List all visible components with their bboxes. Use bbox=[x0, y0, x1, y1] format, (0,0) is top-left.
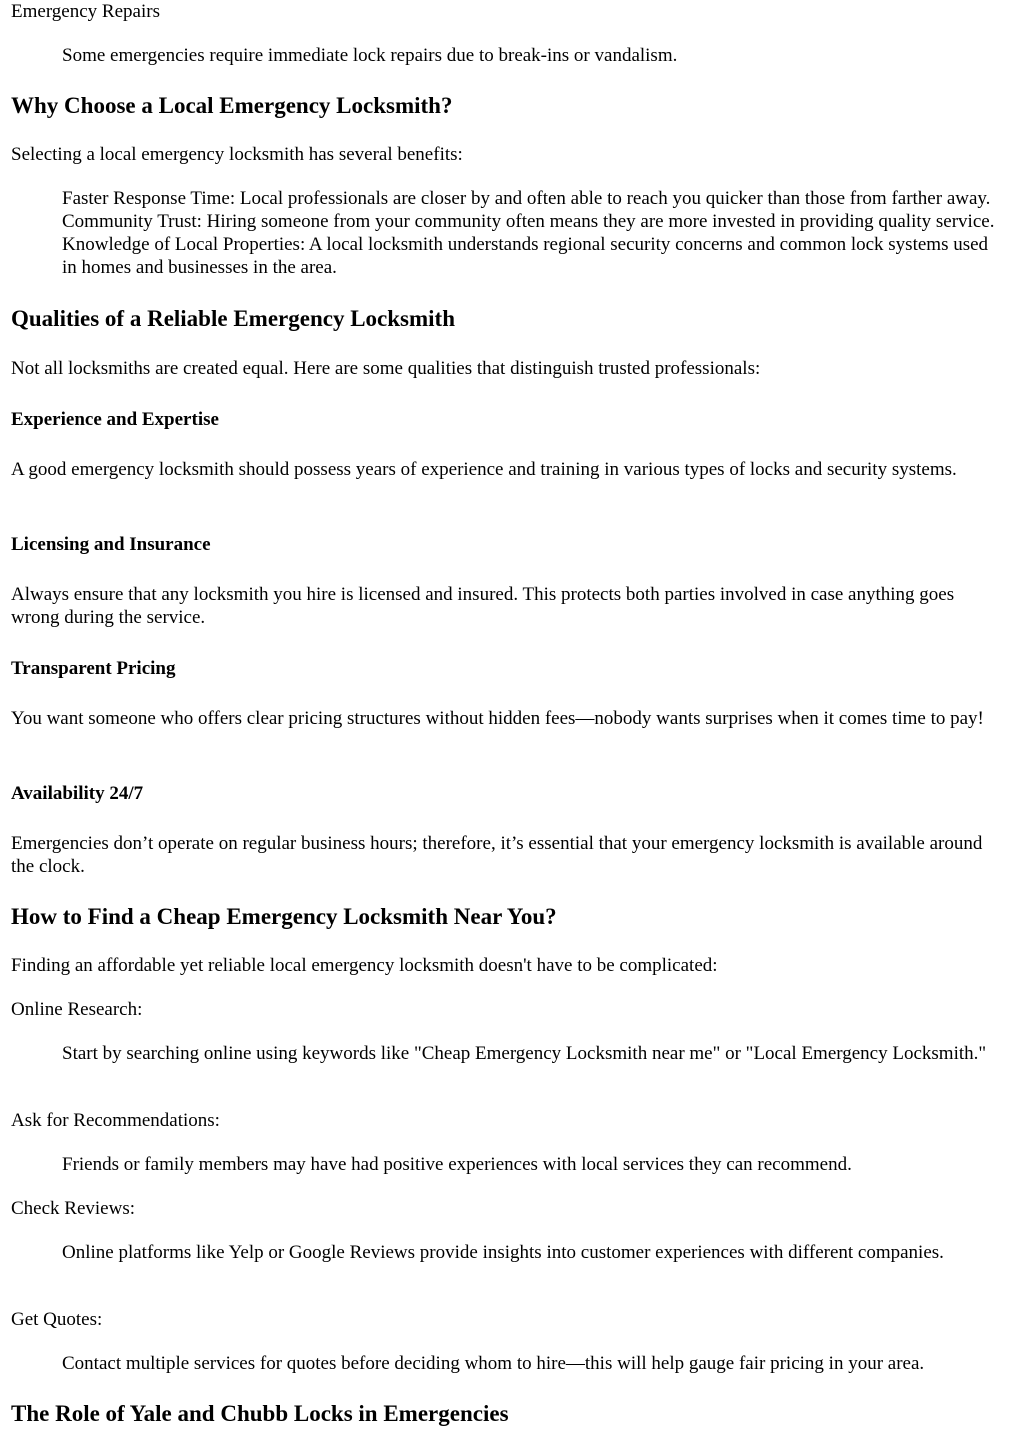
paragraph-qualities-intro: Not all locksmiths are created equal. Here are some qualities that distinguish trusted professionals: bbox=[11, 358, 761, 379]
term-emergency-repairs: Emergency Repairs bbox=[11, 1, 160, 22]
heading-find: How to Find a Cheap Emergency Locksmith Near You? bbox=[11, 904, 557, 929]
paragraph-availability: Emergencies don’t operate on regular business hours; therefore, it’s essential that your emergency locksmith is available around the clock. bbox=[11, 833, 983, 877]
paragraph-find-intro: Finding an affordable yet reliable local emergency locksmith doesn't have to be complicated: bbox=[11, 955, 718, 976]
definition-online-research: Start by searching online using keywords like "Cheap Emergency Locksmith near me" or "Local Emergency Locksmith." bbox=[62, 1043, 987, 1064]
paragraph-pricing: You want someone who offers clear pricing structures without hidden fees—nobody wants surprises when it comes time to pay! bbox=[11, 708, 984, 729]
subheading-experience: Experience and Expertise bbox=[11, 409, 219, 430]
definition-get-quotes: Contact multiple services for quotes before deciding whom to hire—this will help gauge fair pricing in your area. bbox=[62, 1353, 925, 1374]
subheading-pricing: Transparent Pricing bbox=[11, 658, 176, 679]
heading-qualities: Qualities of a Reliable Emergency Locksmith bbox=[11, 306, 455, 331]
definition-recommendations: Friends or family members may have had positive experiences with local services they can recommend. bbox=[62, 1154, 852, 1175]
term-get-quotes: Get Quotes: bbox=[11, 1309, 103, 1330]
heading-yale-chubb: The Role of Yale and Chubb Locks in Emergencies bbox=[11, 1401, 509, 1426]
paragraph-why-intro: Selecting a local emergency locksmith has several benefits: bbox=[11, 144, 463, 165]
subheading-licensing: Licensing and Insurance bbox=[11, 534, 211, 555]
definition-check-reviews: Online platforms like Yelp or Google Reviews provide insights into customer experiences with different companies. bbox=[62, 1242, 944, 1263]
paragraph-licensing: Always ensure that any locksmith you hire is licensed and insured. This protects both parties involved in case anything goes wrong during the service. bbox=[11, 584, 955, 628]
subheading-availability: Availability 24/7 bbox=[11, 783, 144, 804]
paragraph-experience: A good emergency locksmith should possess years of experience and training in various types of locks and security systems. bbox=[11, 459, 957, 480]
paragraph-benefits: Faster Response Time: Local professionals are closer by and often able to reach you quicker than those from farther away. Community Trust: Hiring someone from your community often means they are more invested in providing quality service. Knowledge of Local Properties: A local locksmith understands regional security concerns and common lock systems used in homes and businesses in the area. bbox=[62, 188, 995, 278]
term-definition-emergency-repairs: Some emergencies require immediate lock repairs due to break-ins or vandalism. bbox=[62, 45, 678, 66]
term-recommendations: Ask for Recommendations: bbox=[11, 1110, 220, 1131]
term-online-research: Online Research: bbox=[11, 999, 143, 1020]
term-check-reviews: Check Reviews: bbox=[11, 1198, 136, 1219]
heading-why-choose: Why Choose a Local Emergency Locksmith? bbox=[11, 93, 453, 118]
